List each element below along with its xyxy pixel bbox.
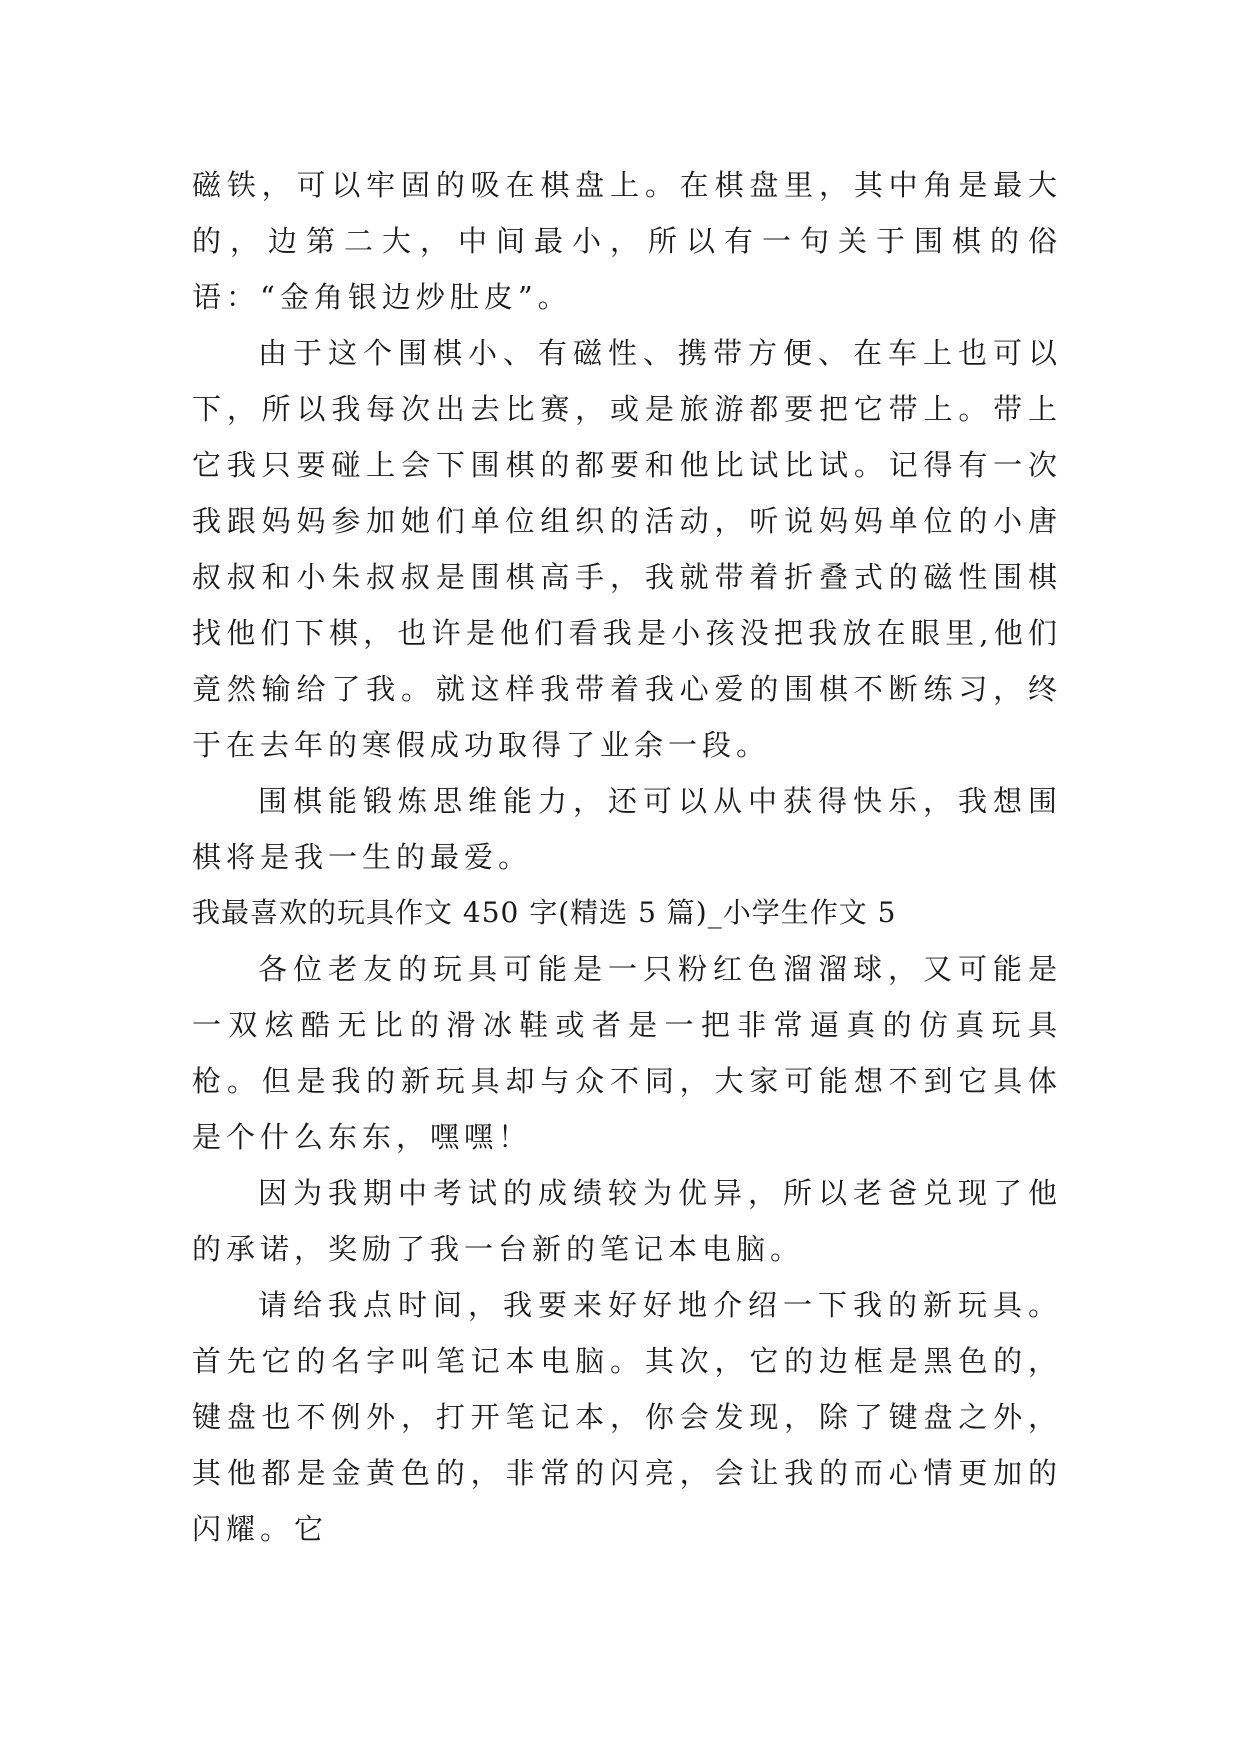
document-body: [192, 157, 1062, 1557]
paragraph-friends-toys: 各位老友的玩具可能是一只粉红色溜溜球，又可能是一双炫酷无比的滑冰鞋或者是一把非常逼真的仿真玩具枪。但是我的新玩具却与众不同，大家可能想不到它具体是个什么东东，嘿嘿！: [192, 952, 1062, 1154]
paragraph-go-love: 围棋能锻炼思维能力，还可以从中获得快乐，我想围棋将是我一生的最爱。: [192, 784, 1062, 874]
section-title: 我最喜欢的玩具作文 450 字(精选 5 篇)_小学生作文 5: [192, 896, 897, 929]
paragraph-portable-go: 由于这个围棋小、有磁性、携带方便、在车上也可以下，所以我每次出去比赛，或是旅游都要把它带上。带上它我只要碰上会下围棋的都要和他比试比试。记得有一次我跟妈妈参加她们单位组织的活动，听说妈妈单位的小唐叔叔和小朱叔叔是围棋高手，我就带着折叠式的磁性围棋找他们下棋，也许是他们看我是小孩没把我放在眼里,他们竟然输给了我。就这样我带着我心爱的围棋不断练习，终于在去年的寒假成功取得了业余一段。: [192, 336, 1062, 762]
paragraph-laptop-intro: 请给我点时间，我要来好好地介绍一下我的新玩具。首先它的名字叫笔记本电脑。其次，它的边框是黑色的，键盘也不例外，打开笔记本，你会发现，除了键盘之外，其他都是金黄色的，非常的闪亮，会让我的而心情更加的闪耀。它: [192, 1288, 1062, 1546]
paragraph-magnet-board: 磁铁，可以牢固的吸在棋盘上。在棋盘里，其中角是最大的，边第二大，中间最小，所以有一句关于围棋的俗语：“金角银边炒肚皮”。: [192, 168, 1062, 314]
paragraph-exam-reward: 因为我期中考试的成绩较为优异，所以老爸兑现了他的承诺，奖励了我一台新的笔记本电脑。: [192, 1176, 1062, 1266]
